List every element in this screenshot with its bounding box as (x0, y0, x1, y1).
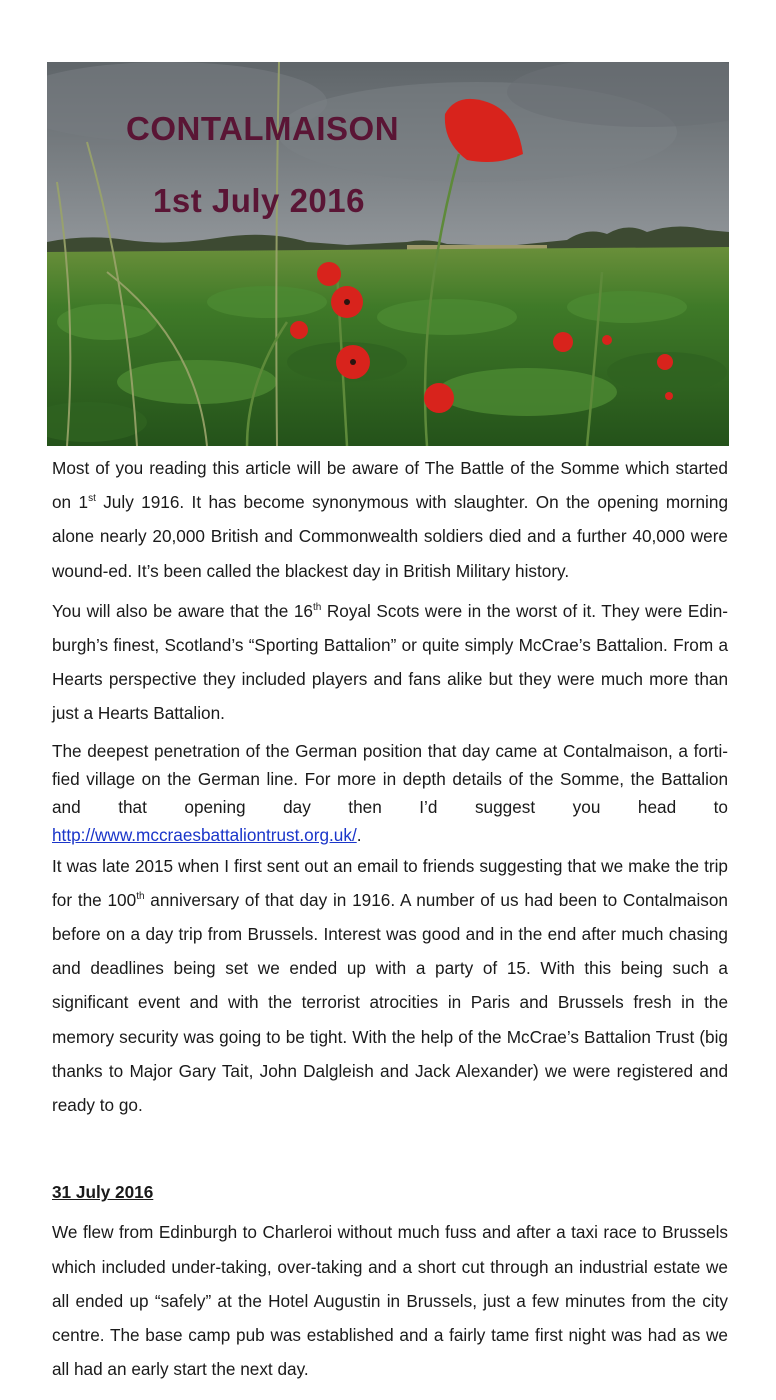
paragraph-text: anniversary of that day in 1916. A number of us had been to Contalmaison before on a day trip from Brussels. Interest was good and in the end after much chasing and deadlines being set we ended up with a party of 15. With this being such a significant event and with the terrorist atrocities in Paris and Brussels fresh in the memory security was going to be tight. With the help of the McCrae’s Battalion Trust (big thanks to Major Gary Tait, John Dalgleish and Jack Alexander) we were registered and ready to go. (52, 889, 728, 1116)
paragraph-1 (52, 451, 728, 588)
paragraph-text: It was late 2015 when I first sent out an email to friends suggesting that we make the trip for the 100 (52, 855, 728, 910)
paragraph-2 (52, 594, 728, 731)
paragraph-text: The deepest penetration of the German position that day came at Contalmaison, a forti-fied village on the German line. For more in depth details of the Somme, the Battalion and that opening day then I’d suggest you head to (52, 740, 728, 817)
superscript: th (312, 601, 322, 613)
paragraph-text: . (356, 824, 362, 845)
paragraph-3 (52, 737, 728, 849)
paragraph-text: July 1916. It has become synonymous with slaughter. On the opening morning alone nearly 20,000 British and Commonwealth soldiers died and a further 40,000 were wound-ed. It’s been called the blackest day in British Military history. (52, 492, 728, 581)
superscript: th (136, 890, 145, 902)
hero-subtitle: 1st July 2016 (153, 182, 365, 219)
paragraph-4: We flew from Edinburgh to Charleroi without much fuss and after a taxi race to Brussels which included under-taking, over-taking and a short cut through an industrial estate we all ended up “safely” at the Hotel Augustin in Brussels, just a few minutes from the city centre. The base camp pub was established and a fairly tame first night was had as we all had an early start the next day. (52, 1222, 728, 1380)
article-body (52, 451, 728, 1386)
superscript: st (88, 493, 96, 505)
paragraph-text: Royal Scots were in the worst of it. They were Edin-burgh’s finest, Scotland’s “Sporting Battalion” or quite simply McCrae’s Battalion. From a Hearts perspective they included players and fans alike but they were much more than just a Hearts Battalion. (52, 600, 729, 724)
hero-title: CONTALMAISON (126, 110, 400, 147)
section-heading-date: 31 July 2016 (52, 1182, 154, 1203)
paragraph-3-continued (52, 849, 728, 1123)
paragraph-text: You will also be aware that the 16 (52, 600, 313, 621)
trust-website-link[interactable]: http://www.mccraesbattaliontrust.org.uk/ (52, 824, 357, 845)
paragraph-text: Most of you reading this article will be aware of The Battle of the Somme which started on 1 (52, 458, 728, 513)
hero-image (47, 62, 729, 446)
